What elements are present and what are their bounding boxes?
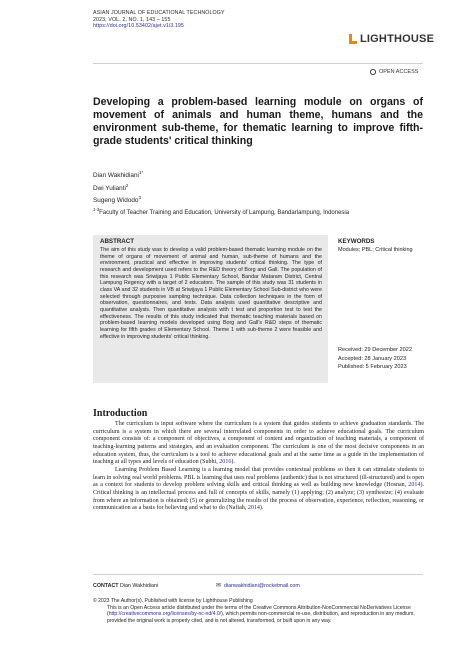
paragraph: Learning Problem Based Learning is a learning model that provides contextual problems so then it can stimulate students to learn in solving real world problems. PBL is learning that uses real problems (authentic) that is not structured (ill-structured) and is open as a context for students to develop problem solving skills and critical thinking as well as building new knowledge (Hosnan, 2014). Critical thinking is an intellectual process and full of concepts of skills, namely (1) applying; (2) analyze; (3) synthesize; (4) evaluate from where an information is obtained; (5) or generalizing the results of the process of observation, experience, reflection, reasoning, or communication as a basis for believing and what to do (Nafiah, 2014). <box>93 466 424 512</box>
keywords-heading: KEYWORDS <box>338 238 375 245</box>
abstract-text: The aim of this study was to develop a valid problem-based thematic learning module on the theme of organs of movement of animal and human, sub-theme of humans and the environment, practical and effective in improving students' critical thinking. The type of research and development used refers to the R&D theory of Borg and Gall. The population of this research was Sriwijaya 1 Public Elementary School, Bandar Mataram District, Central Lampung Regency with a target of 2 educators. The sample of this study was 31 students in class VA and 32 students in VB at Sriwijaya 1 Public Elementary School Sub-district who were selected through purposive sampling technique. Data collection techniques in the form of observation, questionnaires, and tests. Data analysis used quantitative descriptive and quantitative analysis. Then quantitative analysis with t test and proportion test to test the effectiveness. The results of this study indicated that thematic teaching materials based on problem-based learning models developed using Borg and Gall's R&D steps of thematic learning for fifth grades of Elementary School. Theme 1 with sub-theme 2 were feasible and effective in improving students' critical thinking. <box>100 247 322 340</box>
abstract-heading: ABSTRACT <box>100 238 135 245</box>
open-access-icon <box>370 69 376 75</box>
volume-info: 2023, VOL. 2, NO. 1, 143 – 155 <box>93 16 171 23</box>
citation-link[interactable]: 2014 <box>408 482 421 489</box>
publisher-logo-text: LIGHTHOUSE <box>360 33 435 45</box>
article-dates <box>338 346 412 372</box>
doi-link[interactable]: https://doi.org/10.53402/ajet.v1i3.195 <box>93 23 184 30</box>
published-date: Published: 5 February 2023 <box>338 364 407 371</box>
lighthouse-logo-icon <box>349 34 357 44</box>
license-text: This is an Open Access article distributed under the terms of the Creative Commons Attribution-NonCommercial NoDerivatives License (http://creativecommons.org/licenses/by-nc-nd/4.0/), which permits non-commercial re-use, distribution, and reproduction in any medium, provided the original work is properly cited, and is not altered, transformed, or built upon in any way. <box>107 604 415 624</box>
citation-link[interactable]: 2014 <box>247 505 260 512</box>
citation-link[interactable]: 2016 <box>219 459 232 466</box>
received-date: Received: 29 December 2022 <box>338 347 413 353</box>
open-access-label: OPEN ACCESS <box>379 69 419 75</box>
author-item: Dwi Yulianti$^2$ <box>93 182 129 192</box>
introduction-heading: Introduction <box>93 408 148 419</box>
author-list <box>93 168 143 206</box>
journal-header <box>93 10 323 30</box>
article-title: Developing a problem-based learning module on organs of movement of animals and human theme, humans and the environment sub-theme, for thematic learning to improve fifth-grade students' critical thinking <box>93 96 423 147</box>
accepted-date: Accepted: 28 January 2023 <box>338 355 407 362</box>
header-divider <box>93 63 423 64</box>
footer-divider <box>93 574 423 575</box>
license-notice <box>93 598 424 624</box>
journal-name: ASIAN JOURNAL OF EDUCATIONAL TECHNOLOGY <box>93 10 225 16</box>
paragraph: The curriculum is input software where the curriculum is a system that guides students to achieve graduation standards. The curriculum is a system in which there are several interrelated components in order to achieve educational goals. The curriculum component consists of: a component of objectives, a component of content and organization of teaching materials, a component of teaching-learning patterns and strategies, and an evaluation component. The curriculum is one of the most decisive components in an education system, thus, the curriculum is a tool to achieve educational goals and at the same time as a guide in the implementation of teaching at all types and levels of education (Subhi, 2016). <box>93 421 424 466</box>
author-item: Sugeng Widodo$^3$ <box>93 195 141 205</box>
open-access-badge <box>370 69 418 75</box>
contact-line: CONTACT Dian Wakhidiani <box>93 583 159 589</box>
introduction-body <box>93 421 424 513</box>
license-link[interactable]: http://creativecommons.org/licenses/by-nc-nd/4.0/ <box>108 611 222 618</box>
contact-email-link[interactable]: dianwakhidiani@rocketmail.com <box>224 583 300 589</box>
copyright-text: © 2023 The Author(s). Published with license by Lighthouse Publishing <box>93 598 253 604</box>
keywords-text: Modules; PBL; Critical thinking <box>338 247 413 253</box>
affiliation: $^{1-3}$Faculty of Teacher Training and Education, University of Lampung, Bandarlampung, Indonesia <box>93 207 350 216</box>
author-item: Dian Wakhidiani$^{1*}$ <box>93 170 144 180</box>
publisher-logo <box>349 33 434 45</box>
email-icon: ✉ <box>216 583 221 589</box>
